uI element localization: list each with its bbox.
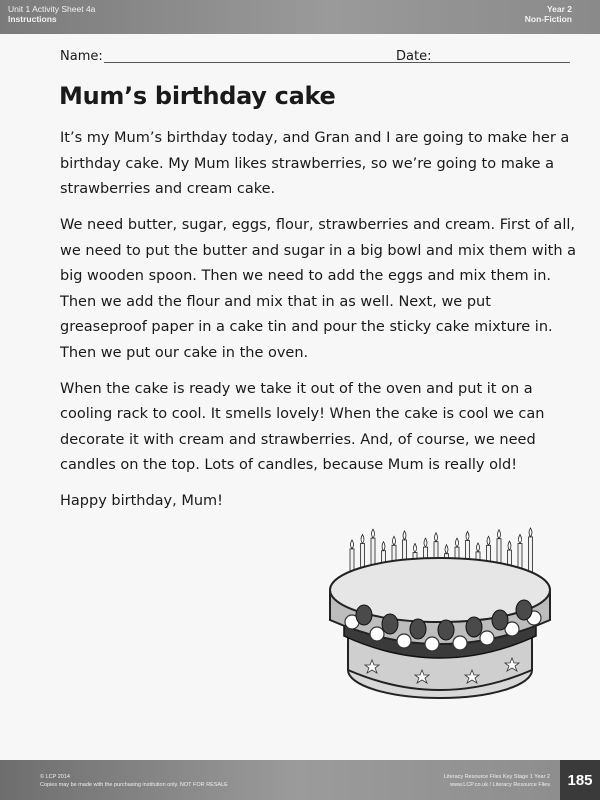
page-title: Mum’s birthday cake — [59, 82, 336, 110]
header-banner — [0, 0, 600, 34]
name-date-row — [60, 49, 570, 69]
name-label: Name: — [60, 49, 103, 64]
header-right — [525, 4, 572, 24]
paragraph-2: We need butter, sugar, eggs, flour, strawberries and cream. First of all, we need to put the butter and sugar in a big bowl and mix them with a big wooden spoon. Then we need to add the eggs and mix them in. Then we add the flour and mix that in as well. Next, we put greaseproof paper in a cake tin and pour the sticky cake mixture in. Then we put our cake in the oven. — [60, 217, 577, 361]
birthday-cake-icon — [322, 520, 562, 710]
copy-note: Copies may be made with the purchasing institution only. NOT FOR RESALE — [40, 782, 228, 788]
year-label: Year 2 — [546, 4, 572, 14]
paragraph-1: It’s my Mum’s birthday today, and Gran and I are going to make her a birthday cake. My Mum likes strawberries, so we’re going to make a strawberries and cream cake. — [60, 130, 570, 197]
paragraph-4: Happy birthday, Mum! — [60, 493, 223, 509]
sheet-title: Unit 1 Activity Sheet 4a — [8, 4, 96, 14]
footer-left — [40, 773, 228, 789]
copyright-text: © LCP 2014 — [40, 774, 70, 780]
website-text: www.LCP.co.uk / Literacy Resource Files — [450, 782, 550, 788]
paragraph-3: When the cake is ready we take it out of the oven and put it on a cooling rack to cool. It smells lovely! When the cake is cool we can decorate it with cream and strawberries. And, of course, we need candles on the top. Lots of candles, because Mum is really old! — [60, 380, 545, 473]
date-label: Date: — [396, 49, 432, 64]
footer-right — [418, 773, 550, 789]
page-number: 185 — [560, 760, 600, 800]
sheet-subtitle: Instructions — [8, 14, 57, 24]
date-write-line[interactable] — [436, 62, 570, 63]
series-text: Literacy Resource Files Key Stage 1 Year 2 — [443, 774, 550, 780]
footer-banner — [0, 760, 600, 800]
story-text — [60, 126, 580, 525]
header-left — [8, 4, 95, 24]
genre-label: Non-Fiction — [524, 14, 572, 24]
